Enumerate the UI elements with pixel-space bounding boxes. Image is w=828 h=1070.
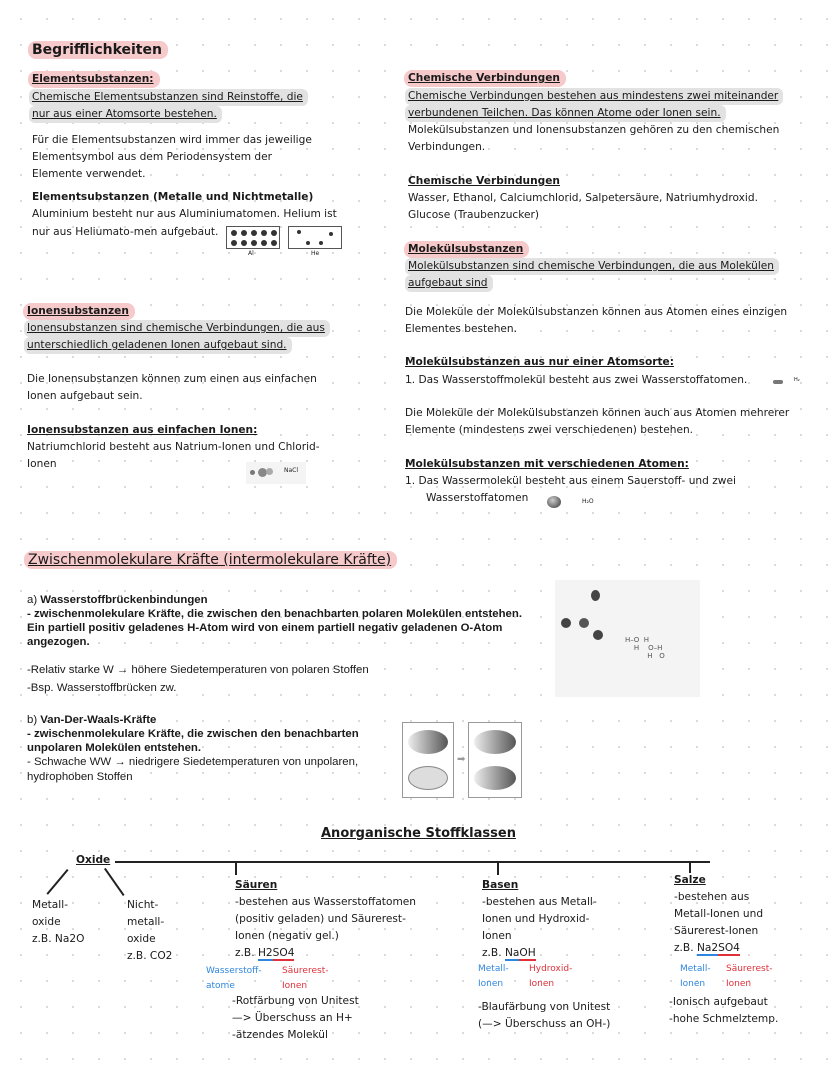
section-title-begrifflichkeiten: Begrifflichkeiten — [28, 41, 168, 59]
text-line: —> Überschuss an H+ — [232, 1012, 353, 1024]
section-title-inorganic: Anorganische Stoffklassen — [321, 826, 516, 841]
elem-subheading: Elementsubstanzen (Metalle und Nichtmetalle) — [32, 191, 314, 203]
elem-def-line: Chemische Elementsubstanzen sind Reinstoffe, die — [29, 89, 308, 106]
salt-label-metal — [680, 962, 711, 992]
vdw-text: unpolaren Molekülen entstehen. — [27, 742, 202, 754]
text-line: Ionen — [726, 979, 752, 989]
salt-label-residue — [726, 962, 772, 992]
text-line: Metall- — [680, 964, 711, 974]
text-line: Hydroxid- — [529, 964, 573, 974]
text-line: z.B. — [674, 942, 697, 954]
oxide-branch-left — [46, 869, 68, 894]
text-line: z.B. CO2 — [127, 950, 173, 962]
mol-text: Die Moleküle der Molekülsubstanzen können aus Atomen eines einzigen — [405, 306, 788, 318]
oxide-branch-right — [104, 868, 124, 896]
text-line: Ionen — [478, 979, 504, 989]
chem-subheading: Chemische Verbindungen — [408, 175, 560, 187]
chem-heading: Chemische Verbindungen — [404, 70, 566, 87]
text-line: (—> Überschuss an OH-) — [478, 1018, 611, 1030]
acid-label-residue — [282, 964, 328, 994]
text-line: -Blaufärbung von Unitest — [478, 1001, 611, 1013]
salt-example — [674, 940, 763, 957]
hbond-note: -Relativ starke W → höhere Siedetemperaturen von polaren Stoffen — [27, 664, 369, 676]
acid-label-hydrogen — [206, 964, 262, 994]
chem-def-line: verbundenen Teilchen. Das können Atome oder Ionen sein. — [405, 105, 726, 122]
base-example — [482, 945, 597, 962]
chem-def-line: Chemische Verbindungen bestehen aus mindestens zwei miteinander — [405, 88, 783, 105]
elem-text: Elemente verwendet. — [32, 168, 146, 180]
aluminium-diagram — [226, 226, 280, 249]
text-line: Säurerest-Ionen — [674, 925, 759, 937]
text-line: -Ionisch aufgebaut — [669, 996, 768, 1008]
text-line: -hohe Schmelztemp. — [669, 1013, 779, 1025]
oxide-heading: Oxide — [76, 854, 111, 866]
vdw-title: Van-Der-Waals-Kräfte — [40, 714, 157, 726]
text-line: Ionen — [680, 979, 706, 989]
text-line: -bestehen aus Wasserstoffatomen — [235, 896, 416, 908]
hydrogen-bond-image: H–O H H O–H H O — [555, 580, 700, 697]
text-line: -bestehen aus — [674, 891, 750, 903]
vdw-note: - Schwache WW → niedrigere Siedetemperaturen von unpolaren, — [27, 756, 359, 768]
elem-text: Elementsymbol aus dem Periodensystem der — [32, 151, 273, 163]
text-line: SO4 — [272, 947, 295, 959]
elem-text: nur aus Heliumato-men aufgebaut. — [32, 226, 219, 238]
hbond-text: Ein partiell positiv geladenes H-Atom wird von einem partiell negativ geladenen O-Atom — [27, 622, 503, 634]
salt-heading: Salze — [674, 874, 706, 886]
chem-text: Wasser, Ethanol, Calciumchlorid, Salpetersäure, Natriumhydroxid. — [408, 192, 758, 204]
hbond-text: angezogen. — [27, 636, 90, 648]
salt-block — [674, 872, 763, 957]
vdw-note: hydrophoben Stoffen — [27, 771, 133, 783]
elem-heading: Elementsubstanzen: — [28, 71, 160, 88]
text-line: Säurerest- — [282, 966, 329, 976]
text-line: -bestehen aus Metall- — [482, 896, 597, 908]
text-line: Ionen (negativ gel.) — [235, 930, 339, 942]
text-line: z.B. — [235, 947, 258, 959]
h2-label: H₂ — [794, 377, 800, 383]
mol-text: Elementes bestehen. — [405, 323, 518, 335]
text-line: oxide — [32, 916, 61, 928]
base-heading: Basen — [482, 879, 519, 891]
text-line: H2 — [257, 947, 273, 959]
ion-subheading: Ionensubstanzen aus einfachen Ionen: — [27, 424, 258, 436]
text-line: Na — [504, 947, 520, 959]
mol-list-item: Wasserstoffatomen — [426, 492, 529, 504]
tree-branch — [497, 861, 499, 875]
text-line: Na2 — [696, 942, 719, 954]
chem-text: Glucose (Traubenzucker) — [408, 209, 540, 221]
mol-list-item: 1. Das Wassermolekül besteht aus einem Sauerstoff- und zwei — [405, 475, 736, 487]
hbond-text: - zwischenmolekulare Kräfte, die zwischen den benachbarten polaren Molekülen entstehen. — [27, 608, 522, 620]
h2o-molecule-icon — [547, 496, 561, 508]
base-block — [482, 877, 597, 962]
hbond-prefix: a) — [27, 594, 41, 606]
text-line: Nicht- — [127, 899, 159, 911]
mol-def-line: Molekülsubstanzen sind chemische Verbindungen, die aus Molekülen — [405, 258, 779, 275]
mol-def-line: aufgebaut sind — [405, 275, 493, 292]
acid-example — [235, 945, 416, 962]
elem-text: Aluminium besteht nur aus Aluminiumatomen. Helium ist — [32, 208, 337, 220]
text-line: Ionen — [282, 981, 308, 991]
base-label-hydroxide — [529, 962, 572, 992]
ion-text: Die Ionensubstanzen können zum einen aus einfachen — [27, 373, 317, 385]
text-line: atome — [206, 981, 235, 991]
text-line: Ionen — [482, 930, 512, 942]
vdw-text: - zwischenmolekulare Kräfte, die zwischen den benachbarten — [27, 728, 359, 740]
mol-subheading: Molekülsubstanzen aus nur einer Atomsorte: — [405, 356, 674, 368]
text-line: Ionen — [529, 979, 555, 989]
text-line: Ionen und Hydroxid- — [482, 913, 590, 925]
nonmetal-oxide — [127, 897, 172, 965]
acid-block — [235, 877, 416, 962]
h2-molecule-icon — [773, 380, 783, 384]
text-line: (positiv geladen) und Säurerest- — [235, 913, 406, 925]
chem-text: Molekülsubstanzen und Ionensubstanzen gehören zu den chemischen — [408, 124, 780, 136]
ion-text: Ionen aufgebaut sein. — [27, 390, 143, 402]
text-line: metall- — [127, 916, 165, 928]
base-label-metal — [478, 962, 509, 992]
text-line: oxide — [127, 933, 156, 945]
elem-def-line: nur aus einer Atomsorte bestehen. — [29, 106, 222, 123]
metal-oxide — [32, 897, 84, 948]
text-line: Säurerest- — [726, 964, 773, 974]
text-line: Metall-Ionen und — [674, 908, 764, 920]
text-line: OH — [519, 947, 536, 959]
ion-def-line: Ionensubstanzen sind chemische Verbindungen, die aus — [24, 320, 330, 337]
h2o-label: H₂O — [582, 498, 594, 505]
text-line: Metall- — [32, 899, 69, 911]
ion-heading: Ionensubstanzen — [23, 303, 135, 320]
tree-branch — [235, 861, 237, 875]
elem-text: Für die Elementsubstanzen wird immer das jeweilige — [32, 134, 312, 146]
text-line: Wasserstoff- — [206, 966, 262, 976]
mol-text: Elemente (mindestens zwei verschiedenen) bestehen. — [405, 424, 694, 436]
text-line: SO4 — [718, 942, 740, 954]
mol-text: Die Moleküle der Molekülsubstanzen können auch aus Atomen mehrerer — [405, 407, 790, 419]
tree-line — [115, 861, 710, 863]
vdw-heading — [27, 713, 156, 727]
van-der-waals-image: ➡ — [402, 722, 522, 798]
text-line: -Rotfärbung von Unitest — [232, 995, 359, 1007]
acid-heading: Säuren — [235, 879, 278, 891]
text-line: z.B. Na2O — [32, 933, 85, 945]
hbond-note: -Bsp. Wasserstoffbrücken zw. — [27, 682, 177, 694]
ion-text: Ionen — [27, 458, 57, 470]
text-line: z.B. — [482, 947, 505, 959]
ion-text: Natriumchlorid besteht aus Natrium-Ionen und Chlorid- — [27, 441, 320, 453]
helium-diagram — [288, 226, 342, 249]
he-label: He — [311, 250, 320, 257]
base-properties — [478, 999, 610, 1033]
text-line: -ätzendes Molekül — [232, 1029, 328, 1041]
vdw-prefix: b) — [27, 714, 41, 726]
hbond-heading — [27, 593, 208, 607]
al-label: Al — [248, 250, 254, 257]
chem-text: Verbindungen. — [408, 141, 486, 153]
nacl-image — [246, 462, 306, 484]
ion-def-line: unterschiedlich geladenen Ionen aufgebaut sind. — [24, 337, 292, 354]
text-line: Metall- — [478, 964, 509, 974]
hbond-title: Wasserstoffbrückenbindungen — [40, 594, 208, 606]
mol-subheading: Molekülsubstanzen mit verschiedenen Atomen: — [405, 458, 689, 470]
acid-properties — [232, 993, 359, 1044]
section-title-intermolecular: Zwischenmolekulare Kräfte (intermolekulare Kräfte) — [24, 551, 397, 569]
mol-list-item: 1. Das Wasserstoffmolekül besteht aus zwei Wasserstoffatomen. — [405, 374, 748, 386]
nacl-label: NaCl — [284, 467, 299, 474]
mol-heading: Molekülsubstanzen — [404, 241, 529, 258]
salt-properties — [669, 994, 778, 1028]
